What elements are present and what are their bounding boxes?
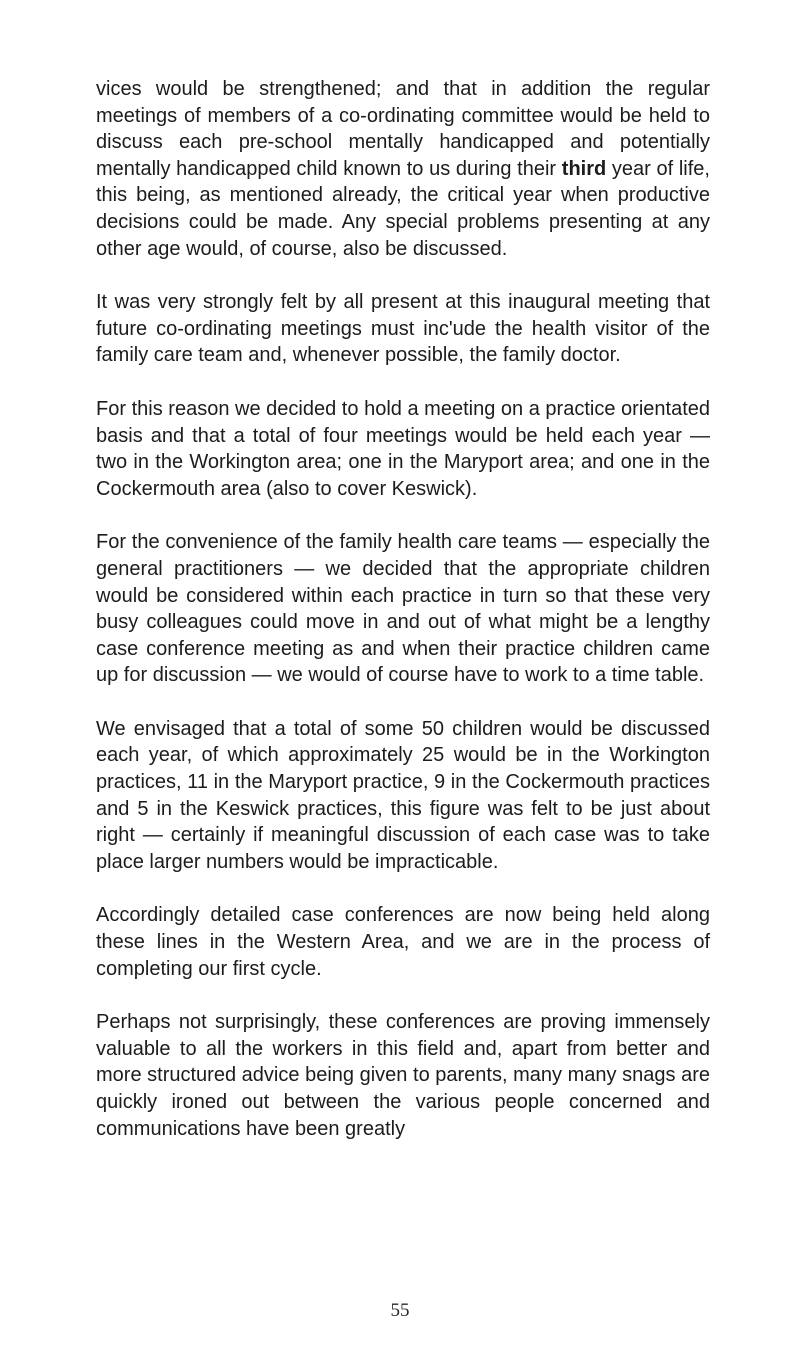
paragraph-1-before: vices would be strengthened; and that in addition the regular meetings of members of a co-ordinating committee would be held to discuss each pre-school mentally handicapped and potentially mentally handicapped child known to us during their bbox=[96, 78, 710, 180]
paragraph-7: Perhaps not surprisingly, these conferences are proving immensely valuable to all the workers in this field and, apart from better and more structured advice being given to parents, many many snags are quickly ironed out between the various people concerned and communications have been greatly bbox=[96, 1011, 710, 1140]
emphasis-third: third bbox=[561, 157, 607, 180]
paragraph-1-after: year of life, this being, as mentioned already, the critical year when productive decisions could be made. Any special problems presenting at any other age would, of course, also be discussed. bbox=[96, 157, 710, 260]
page-number: 55 bbox=[390, 1300, 410, 1321]
paragraph-1 bbox=[96, 76, 710, 262]
paragraph-2: It was very strongly felt by all present at this inaugural meeting that future co-ordinating meetings must inc'ude the health visitor of the family care team and, whenever possible, the family doctor. bbox=[96, 291, 710, 367]
paragraph-5: We envisaged that a total of some 50 children would be discussed each year, of which approximately 25 would be in the Workington practices, 11 in the Maryport practice, 9 in the Cockermouth practices and 5 in the Keswick practices, this figure was felt to be just about right — certainly if meaningful discussion of each case was to take place larger numbers would be impracticable. bbox=[96, 717, 710, 873]
paragraph-4: For the convenience of the family health care teams — especially the general practitioners — we decided that the appropriate children would be considered within each practice in turn so that these very busy colleagues could move in and out of what might be a lengthy case conference meeting as and when their practice children came up for discussion — we would of course have to work to a time table. bbox=[96, 531, 710, 687]
paragraph-6: Accordingly detailed case conferences are now being held along these lines in the Western Area, and we are in the process of completing our first cycle. bbox=[96, 904, 710, 980]
document-body bbox=[96, 76, 710, 1169]
paragraph-3: For this reason we decided to hold a meeting on a practice orientated basis and that a total of four meetings would be held each year — two in the Workington area; one in the Maryport area; and one in the Cockermouth area (also to cover Keswick). bbox=[96, 397, 710, 500]
